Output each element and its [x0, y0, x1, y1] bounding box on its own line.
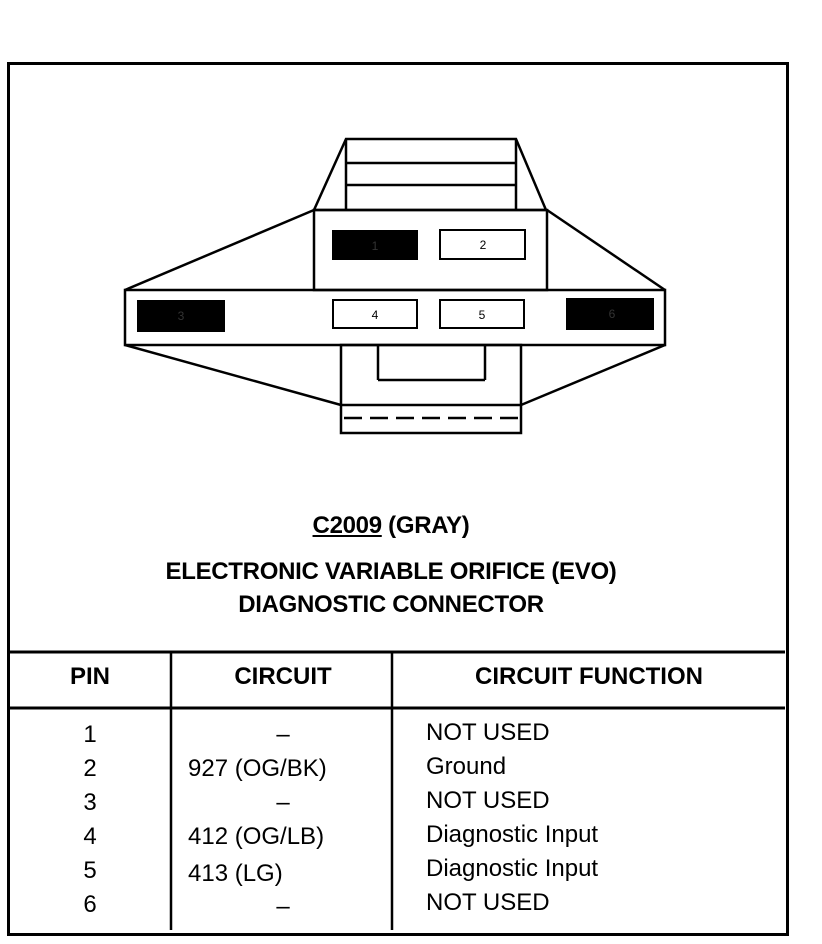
- row-function: NOT USED: [426, 719, 550, 746]
- header-circuit: CIRCUIT: [234, 663, 332, 690]
- connector-subtitle: DIAGNOSTIC CONNECTOR: [238, 591, 544, 618]
- pin-label-3: 3: [177, 309, 185, 323]
- row-circuit: –: [276, 893, 290, 920]
- connector-name: ELECTRONIC VARIABLE ORIFICE (EVO): [165, 558, 617, 585]
- row-circuit: 412 (OG/LB): [188, 823, 325, 850]
- row-pin: 4: [83, 823, 97, 850]
- connector-code: C2009: [312, 512, 382, 539]
- row-function: NOT USED: [426, 787, 550, 814]
- row-circuit: 927 (OG/BK): [188, 755, 327, 782]
- header-pin: PIN: [69, 663, 110, 690]
- connector-latch-top: [314, 139, 546, 210]
- connector-wing-right: [547, 210, 665, 290]
- row-pin: 1: [83, 721, 97, 748]
- row-circuit: –: [276, 721, 290, 748]
- row-pin: 5: [83, 857, 97, 884]
- row-pin: 2: [83, 755, 97, 782]
- row-pin: 6: [83, 891, 97, 918]
- connector-title: [0, 512, 782, 540]
- row-pin: 3: [83, 789, 97, 816]
- connector-stem: [341, 345, 521, 433]
- pin-label-4: 4: [371, 308, 379, 322]
- pin-label-6: 6: [608, 307, 616, 321]
- pin-label-2: 2: [479, 238, 487, 252]
- row-function: NOT USED: [426, 889, 550, 916]
- connector-wing-left: [125, 210, 314, 290]
- pin-label-1: 1: [371, 239, 379, 253]
- row-function: Diagnostic Input: [426, 855, 599, 882]
- row-circuit: 413 (LG): [188, 860, 283, 887]
- pin-label-5: 5: [478, 308, 486, 322]
- connector-color: (GRAY): [381, 512, 470, 539]
- header-circuit-function: CIRCUIT FUNCTION: [475, 663, 703, 690]
- row-function: Ground: [426, 753, 507, 780]
- row-function: Diagnostic Input: [426, 821, 599, 848]
- row-circuit: –: [276, 789, 290, 816]
